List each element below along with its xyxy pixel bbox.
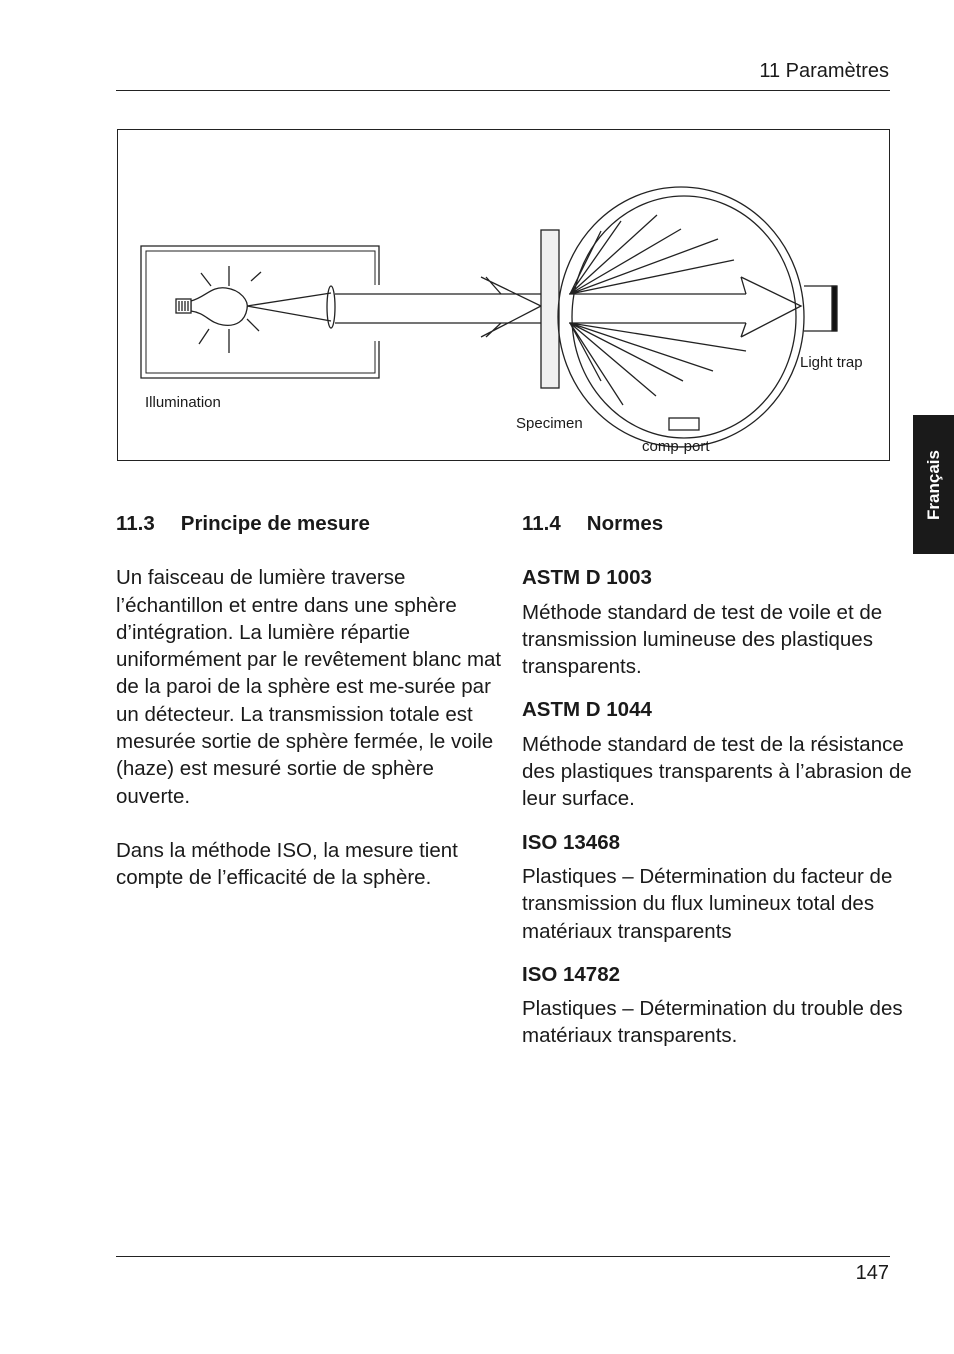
section-11-4 [522,510,912,1050]
chapter-header: 11 Paramètres [759,60,889,82]
standard-name: ASTM D 1003 [522,566,652,590]
section-number: 11.3 [116,512,155,535]
footer-rule [116,1256,890,1257]
standard-description: Plastiques – Détermination du facteur de transmission du flux lumineux total des matériaux transparents [522,864,893,943]
label-comp-port: comp-port [642,438,710,455]
standard-name: ISO 13468 [522,830,621,854]
standard-item [522,564,912,680]
label-illumination: Illumination [145,394,221,411]
light-beam [335,277,541,337]
language-tab [913,415,954,554]
paragraph: Dans la méthode ISO, la mesure tient compte de l’efficacité de la sphère. [116,838,458,890]
section-heading [522,510,912,537]
standard-description: Méthode standard de test de la résistance des plastiques transparents à l’abrasion de leur surface. [522,732,912,811]
section-heading [116,510,508,537]
standard-item [522,961,912,1050]
integrating-sphere [558,187,804,447]
section-11-3 [116,510,508,892]
header-rule [116,90,890,91]
standard-item [522,696,912,812]
bulb-icon [176,266,331,353]
standard-name: ISO 14782 [522,962,621,986]
section-title: Principe de mesure [180,512,370,535]
lens [327,286,335,328]
specimen-plate [541,230,559,388]
measurement-diagram [117,129,890,461]
section-number: 11.4 [522,512,561,535]
label-specimen: Specimen [516,415,583,432]
standard-name: ASTM D 1044 [522,698,652,722]
standard-description: Plastiques – Détermination du trouble des matériaux transparents. [522,997,903,1048]
light-trap [804,286,837,331]
page-number: 147 [855,1262,889,1284]
language-tab-label: Français [923,449,943,520]
standard-description: Méthode standard de test de voile et de transmission lumineuse des plastiques transparents. [522,600,883,679]
label-light-trap: Light trap [800,354,863,371]
section-title: Normes [586,512,664,535]
standard-item [522,829,912,945]
diagram-drawing [118,130,891,462]
paragraph: Un faisceau de lumière traverse l’échantillon et entre dans une sphère d’intégration. La lumière répartie uniformément par le revêtement blanc mat de la paroi de la sphère est me-surée par un détecteur. La transmission totale est mesurée sortie de sphère fermée, le voile (haze) est mesuré sortie de sphère ouverte. [116,566,502,808]
comp-port [669,418,699,430]
